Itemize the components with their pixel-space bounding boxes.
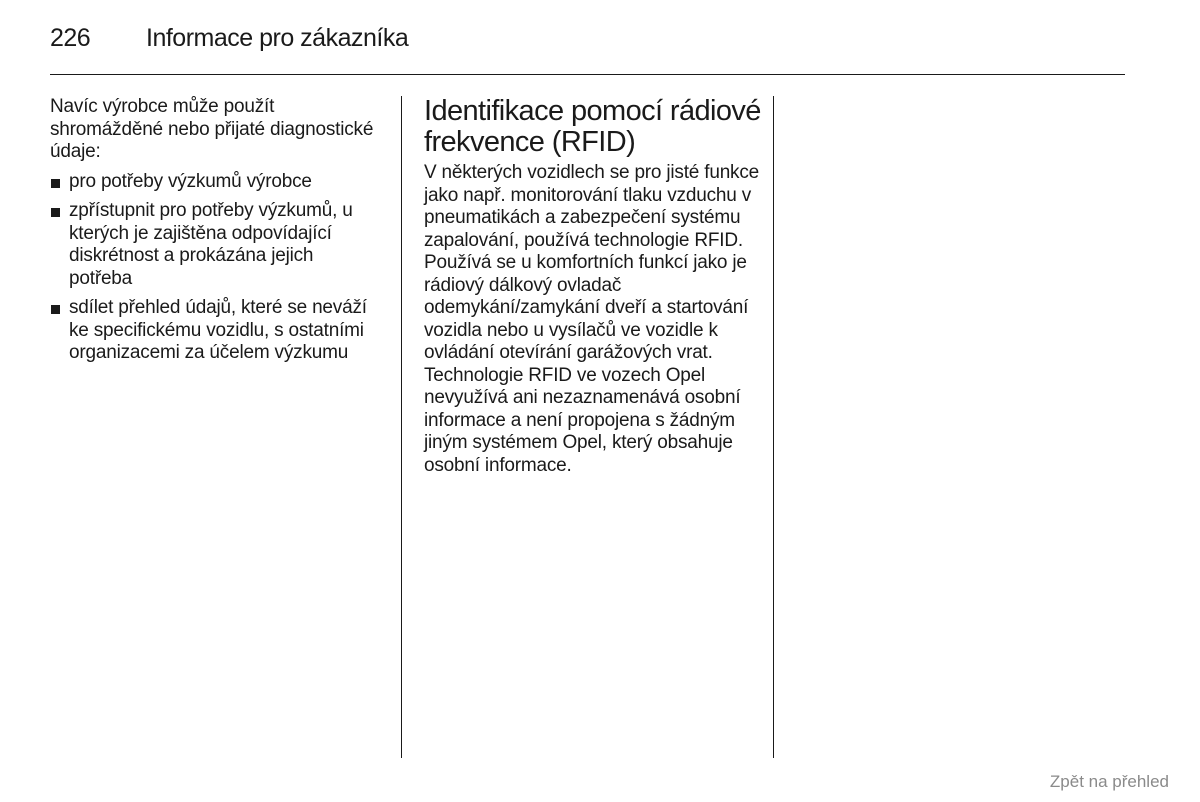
- page-header: [50, 24, 1125, 58]
- column-divider-right: [773, 96, 774, 758]
- left-column: [50, 96, 380, 372]
- bullet-square-icon: [51, 179, 60, 188]
- rfid-paragraph: V některých vozidlech se pro jisté funkce jako např. monitorování tlaku vzduchu v pneumatikách a zabezpečení systému zapalování, používá technologie RFID. Používá se u komfortních funkcí jako je rádiový dálkový ovladač odemykání/zamykání dveří a startování vozidla nebo u vysílačů ve vozidle k ovládání otevírání garážových vrat. Technologie RFID ve vozech Opel nevyužívá ani nezaznamenává osobní informace a není propojena s žádným jiným systémem Opel, který obsahuje osobní informace.: [424, 162, 760, 476]
- header-divider: [50, 74, 1125, 75]
- middle-column: [424, 96, 764, 477]
- bullet-square-icon: [51, 305, 60, 314]
- list-item-text: sdílet přehled údajů, které se neváží ke specifickému vozidlu, s ostatními organizacemi za účelem výzkumu: [69, 297, 367, 363]
- page-title: Informace pro zákazníka: [146, 24, 409, 52]
- column-divider-left: [401, 96, 402, 758]
- list-item: [50, 171, 380, 194]
- list-item-text: zpřístupnit pro potřeby výzkumů, u kterých je zajištěna odpovídající diskrétnost a prokázána jejich potřeba: [69, 200, 353, 289]
- bullet-list: [50, 171, 380, 365]
- section-heading: Identifikace pomocí rádiové frekvence (RFID): [424, 95, 761, 158]
- list-item: [50, 200, 380, 290]
- bullet-square-icon: [51, 208, 60, 217]
- back-to-overview-link[interactable]: Zpět na přehled: [1049, 772, 1169, 791]
- list-item-text: pro potřeby výzkumů výrobce: [69, 170, 312, 192]
- page-number: 226: [50, 24, 91, 52]
- intro-paragraph: Navíc výrobce může použít shromážděné nebo přijaté diagnostické údaje:: [50, 96, 374, 162]
- list-item: [50, 297, 380, 365]
